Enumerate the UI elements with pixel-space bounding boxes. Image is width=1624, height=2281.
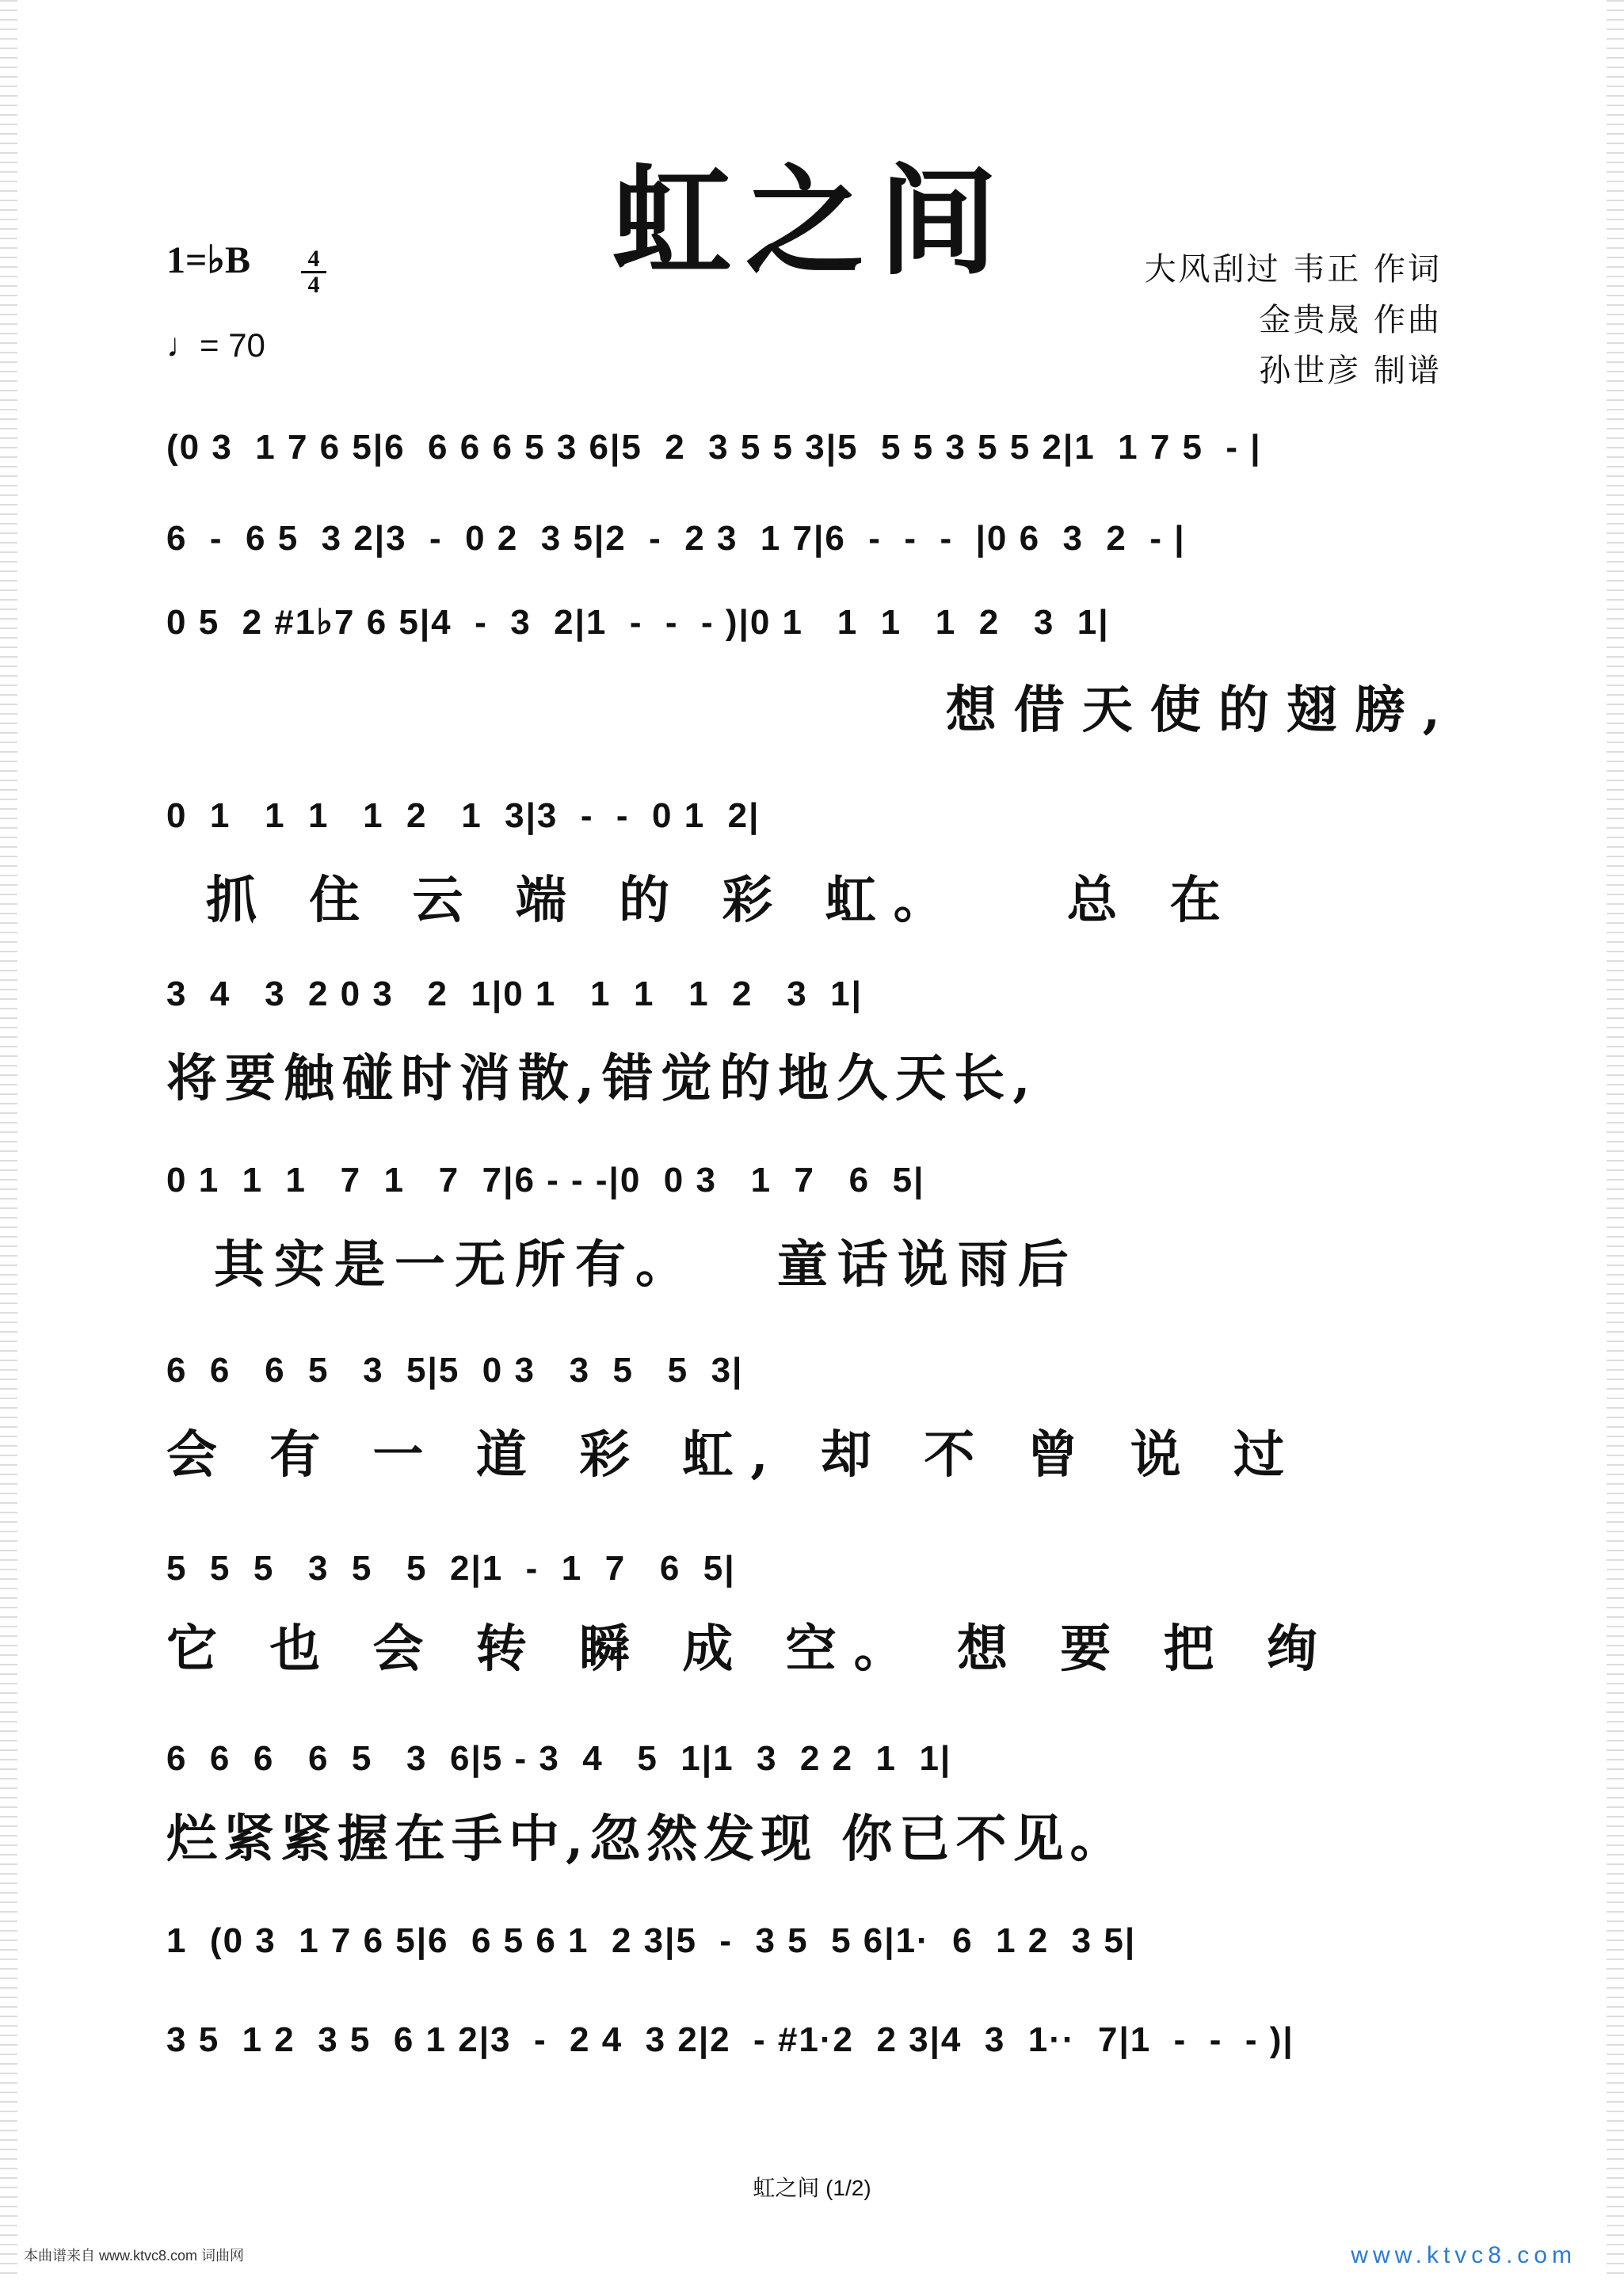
- watermark-right: www.ktvc8.com: [1351, 2242, 1576, 2268]
- lyric-line: 烂紧紧握在手中,忽然发现 你已不见。: [166, 1810, 1127, 1869]
- watermark-left: 本曲谱来自 www.ktvc8.com 词曲网: [24, 2248, 245, 2264]
- lyric-line: 会 有 一 道 彩 虹, 却 不 曾 说 过: [166, 1425, 1302, 1485]
- notation-row: 0 5 2 #1♭7 6 5|4 - 3 2|1 - - - )|0 1 1 1 1 2 3 1|: [166, 603, 1110, 642]
- notation-row: 5 5 5 3 5 5 2|1 - 1 7 6 5|: [166, 1549, 736, 1588]
- key-signature: 1=♭B: [166, 239, 251, 281]
- right-border: [1607, 0, 1624, 2281]
- time-signature: [301, 247, 326, 297]
- lyric-line: 它 也 会 转 瞬 成 空。 想 要 把 绚: [166, 1619, 1335, 1679]
- lyric-line: 想借天使的翅膀,: [945, 681, 1458, 740]
- arranger-credit: 孙世彦 制谱: [1259, 353, 1442, 389]
- tempo-marking: ♩= 70: [166, 326, 265, 364]
- notation-row: 6 - 6 5 3 2|3 - 0 2 3 5|2 - 2 3 1 7|6 - - - |0 6 3 2 - |: [166, 519, 1186, 558]
- left-border: [0, 0, 17, 2281]
- time-signature-top: 4: [307, 246, 320, 272]
- lyricist-credit: 大风刮过 韦正 作词: [1144, 251, 1442, 288]
- notation-row: 6 6 6 6 5 3 6|5 - 3 4 5 1|1 3 2 2 1 1|: [166, 1739, 952, 1778]
- notation-row: 0 1 1 1 7 1 7 7|6 - - -|0 0 3 1 7 6 5|: [166, 1161, 925, 1200]
- page-label: 虹之间 (1/2): [753, 2176, 871, 2200]
- lyric-line: 抓 住 云 端 的 彩 虹。 总 在: [206, 871, 1238, 930]
- composer-credit: 金贵晟 作曲: [1259, 302, 1442, 338]
- lyric-line: 其实是一无所有。 童话说雨后: [214, 1235, 1078, 1295]
- lyric-line: 将要触碰时消散,错觉的地久天长,: [166, 1049, 1039, 1108]
- notation-row: 3 5 1 2 3 5 6 1 2|3 - 2 4 3 2|2 - #1·2 2 3|4 3 1·· 7|1 - - - )|: [166, 2020, 1294, 2059]
- notation-row: 0 1 1 1 1 2 1 3|3 - - 0 1 2|: [166, 796, 761, 835]
- notation-row: 3 4 3 2 0 3 2 1|0 1 1 1 1 2 3 1|: [166, 975, 863, 1013]
- song-title: 虹之间: [612, 152, 1012, 292]
- time-signature-bottom: 4: [307, 272, 320, 298]
- notation-row: 1 (0 3 1 7 6 5|6 6 5 6 1 2 3|5 - 3 5 5 6|1· 6 1 2 3 5|: [166, 1921, 1137, 1960]
- notation-row: (0 3 1 7 6 5|6 6 6 6 5 3 6|5 2 3 5 5 3|5 5 5 3 5 5 2|1 1 7 5 - |: [166, 428, 1262, 467]
- notation-row: 6 6 6 5 3 5|5 0 3 3 5 5 3|: [166, 1351, 744, 1390]
